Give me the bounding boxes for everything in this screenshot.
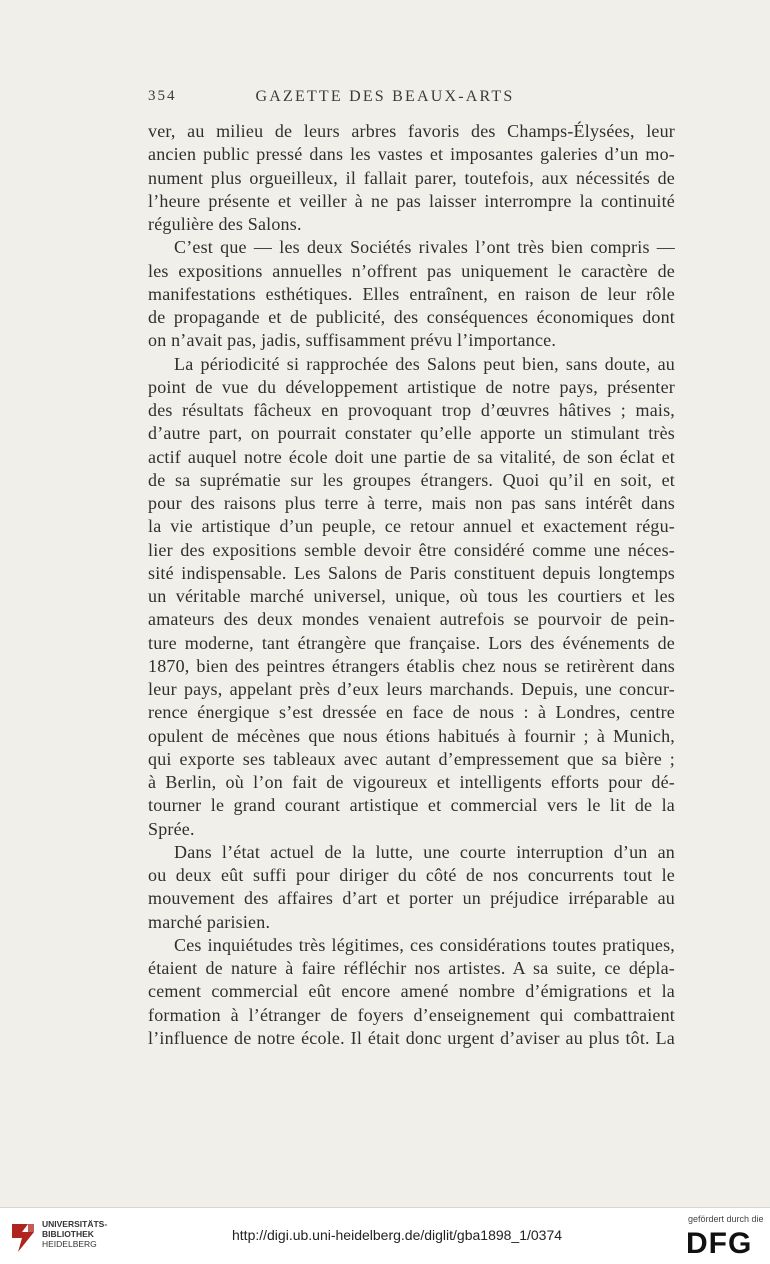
text-line: d’autre part, on pourrait constater qu’elle apporte un stimulant très (148, 423, 675, 444)
text-line: leur pays, appelant près d’eux leurs marchands. Depuis, une concur- (148, 679, 675, 699)
text-line: nument plus orgueilleux, il fallait parer, toutefois, aux nécessités de (148, 167, 675, 188)
library-name (42, 1219, 107, 1249)
text-line: amateurs des deux mondes venaient autrefois se pourvoir de pein- (148, 609, 675, 630)
text-line: rence énergique s’est dressée en face de nous : à Londres, centre (148, 702, 675, 723)
text-line: cement commercial eût encore amené nombre d’émigrations et la (148, 981, 675, 1002)
library-name-line-2: BIBLIOTHEK (42, 1229, 94, 1239)
university-logo-icon (8, 1218, 38, 1256)
page-number: 354 (148, 88, 177, 104)
text-line: Ces inquiétudes très légitimes, ces considérations toutes pratiques, (174, 934, 675, 955)
text-line: de sa suprématie sur les groupes étrangers. Quoi qu’il en soit, et (148, 469, 675, 490)
text-line: tourner le grand courant artistique et commercial vers le lit de la (148, 795, 675, 816)
text-line: manifestations esthétiques. Elles entraînent, en raison de leur rôle (148, 283, 675, 304)
text-line: pour des raisons plus terre à terre, mais non pas sans intérêt dans (148, 493, 675, 513)
text-line: des résultats fâcheux en provoquant trop d’œuvres hâtives ; mais, (148, 400, 675, 420)
text-line: l’heure présente et veiller à ne pas laisser interrompre la continuité (148, 190, 675, 211)
text-line: les expositions annuelles n’offrent pas uniquement le caractère de (148, 260, 675, 281)
text-line: point de vue du développement artistique de notre pays, présenter (148, 376, 675, 397)
text-line: l’influence de notre école. Il était donc urgent d’aviser au plus tôt. La (148, 1027, 675, 1048)
text-line: opulent de mécènes que nous étions habitués à fournir ; à Munich, (148, 725, 675, 746)
body-text (148, 120, 675, 1050)
running-title: GAZETTE DES BEAUX-ARTS (255, 88, 515, 105)
text-line: 1870, bien des peintres étrangers établis chez nous se retirèrent dans (148, 655, 675, 676)
text-line: ou deux eût suffi pour diriger du côté de nos concurrents tout le (148, 865, 675, 885)
dfg-logo: DFG (686, 1227, 753, 1260)
text-line: on n’avait pas, jadis, suffisamment prévu l’importance. (148, 330, 557, 351)
text-line: marché parisien. (148, 911, 271, 932)
text-line: qui exporte ses tableaux avec autant d’empressement que sa bière ; (148, 748, 675, 769)
text-line: étaient de nature à faire réfléchir nos artistes. A sa suite, ce dépla- (148, 958, 675, 978)
text-line: lier des expositions semble devoir être considéré comme une néces- (148, 539, 675, 560)
text-line: ture moderne, tant étrangère que française. Lors des événements de (148, 632, 675, 653)
text-line: ver, au milieu de leurs arbres favoris des Champs-Élysées, leur (148, 121, 675, 141)
text-line: ancien public pressé dans les vastes et imposantes galeries d’un mo- (148, 144, 675, 165)
text-line: La périodicité si rapprochée des Salons peut bien, sans doute, au (174, 353, 675, 374)
text-line: à Berlin, où l’on fait de vigoureux et intelligents efforts pour dé- (148, 772, 675, 792)
funded-by-label: gefördert durch die (688, 1214, 764, 1224)
library-name-line-3: HEIDELBERG (42, 1239, 97, 1249)
text-line: un véritable marché universel, unique, où tous les courtiers et les (148, 586, 675, 606)
text-line: régulière des Salons. (148, 214, 302, 234)
text-line: de propagande et de publicité, des conséquences économiques dont (148, 307, 675, 327)
text-line: formation à l’étranger de foyers d’enseignement qui combattraient (148, 1004, 675, 1025)
text-line: C’est que — les deux Sociétés rivales l’ont très bien compris — (174, 237, 675, 258)
viewer-footer (0, 1207, 770, 1264)
page-header (0, 88, 770, 118)
text-line: mouvement des affaires d’art et porter un préjudice irréparable au (148, 888, 675, 909)
text-line: actif auquel notre école doit une partie de sa vitalité, de son éclat et (148, 446, 675, 467)
library-name-line-1: UNIVERSITÄTS- (42, 1219, 108, 1229)
permalink-url[interactable]: http://digi.ub.uni-heidelberg.de/diglit/gba1898_1/0374 (232, 1227, 563, 1243)
text-line: Dans l’état actuel de la lutte, une courte interruption d’un an (174, 841, 675, 862)
text-line: sité indispensable. Les Salons de Paris constituent depuis longtemps (148, 562, 675, 583)
text-line: la vie artistique d’un peuple, ce retour annuel et exactement régu- (148, 516, 675, 537)
text-line: Sprée. (148, 818, 195, 839)
